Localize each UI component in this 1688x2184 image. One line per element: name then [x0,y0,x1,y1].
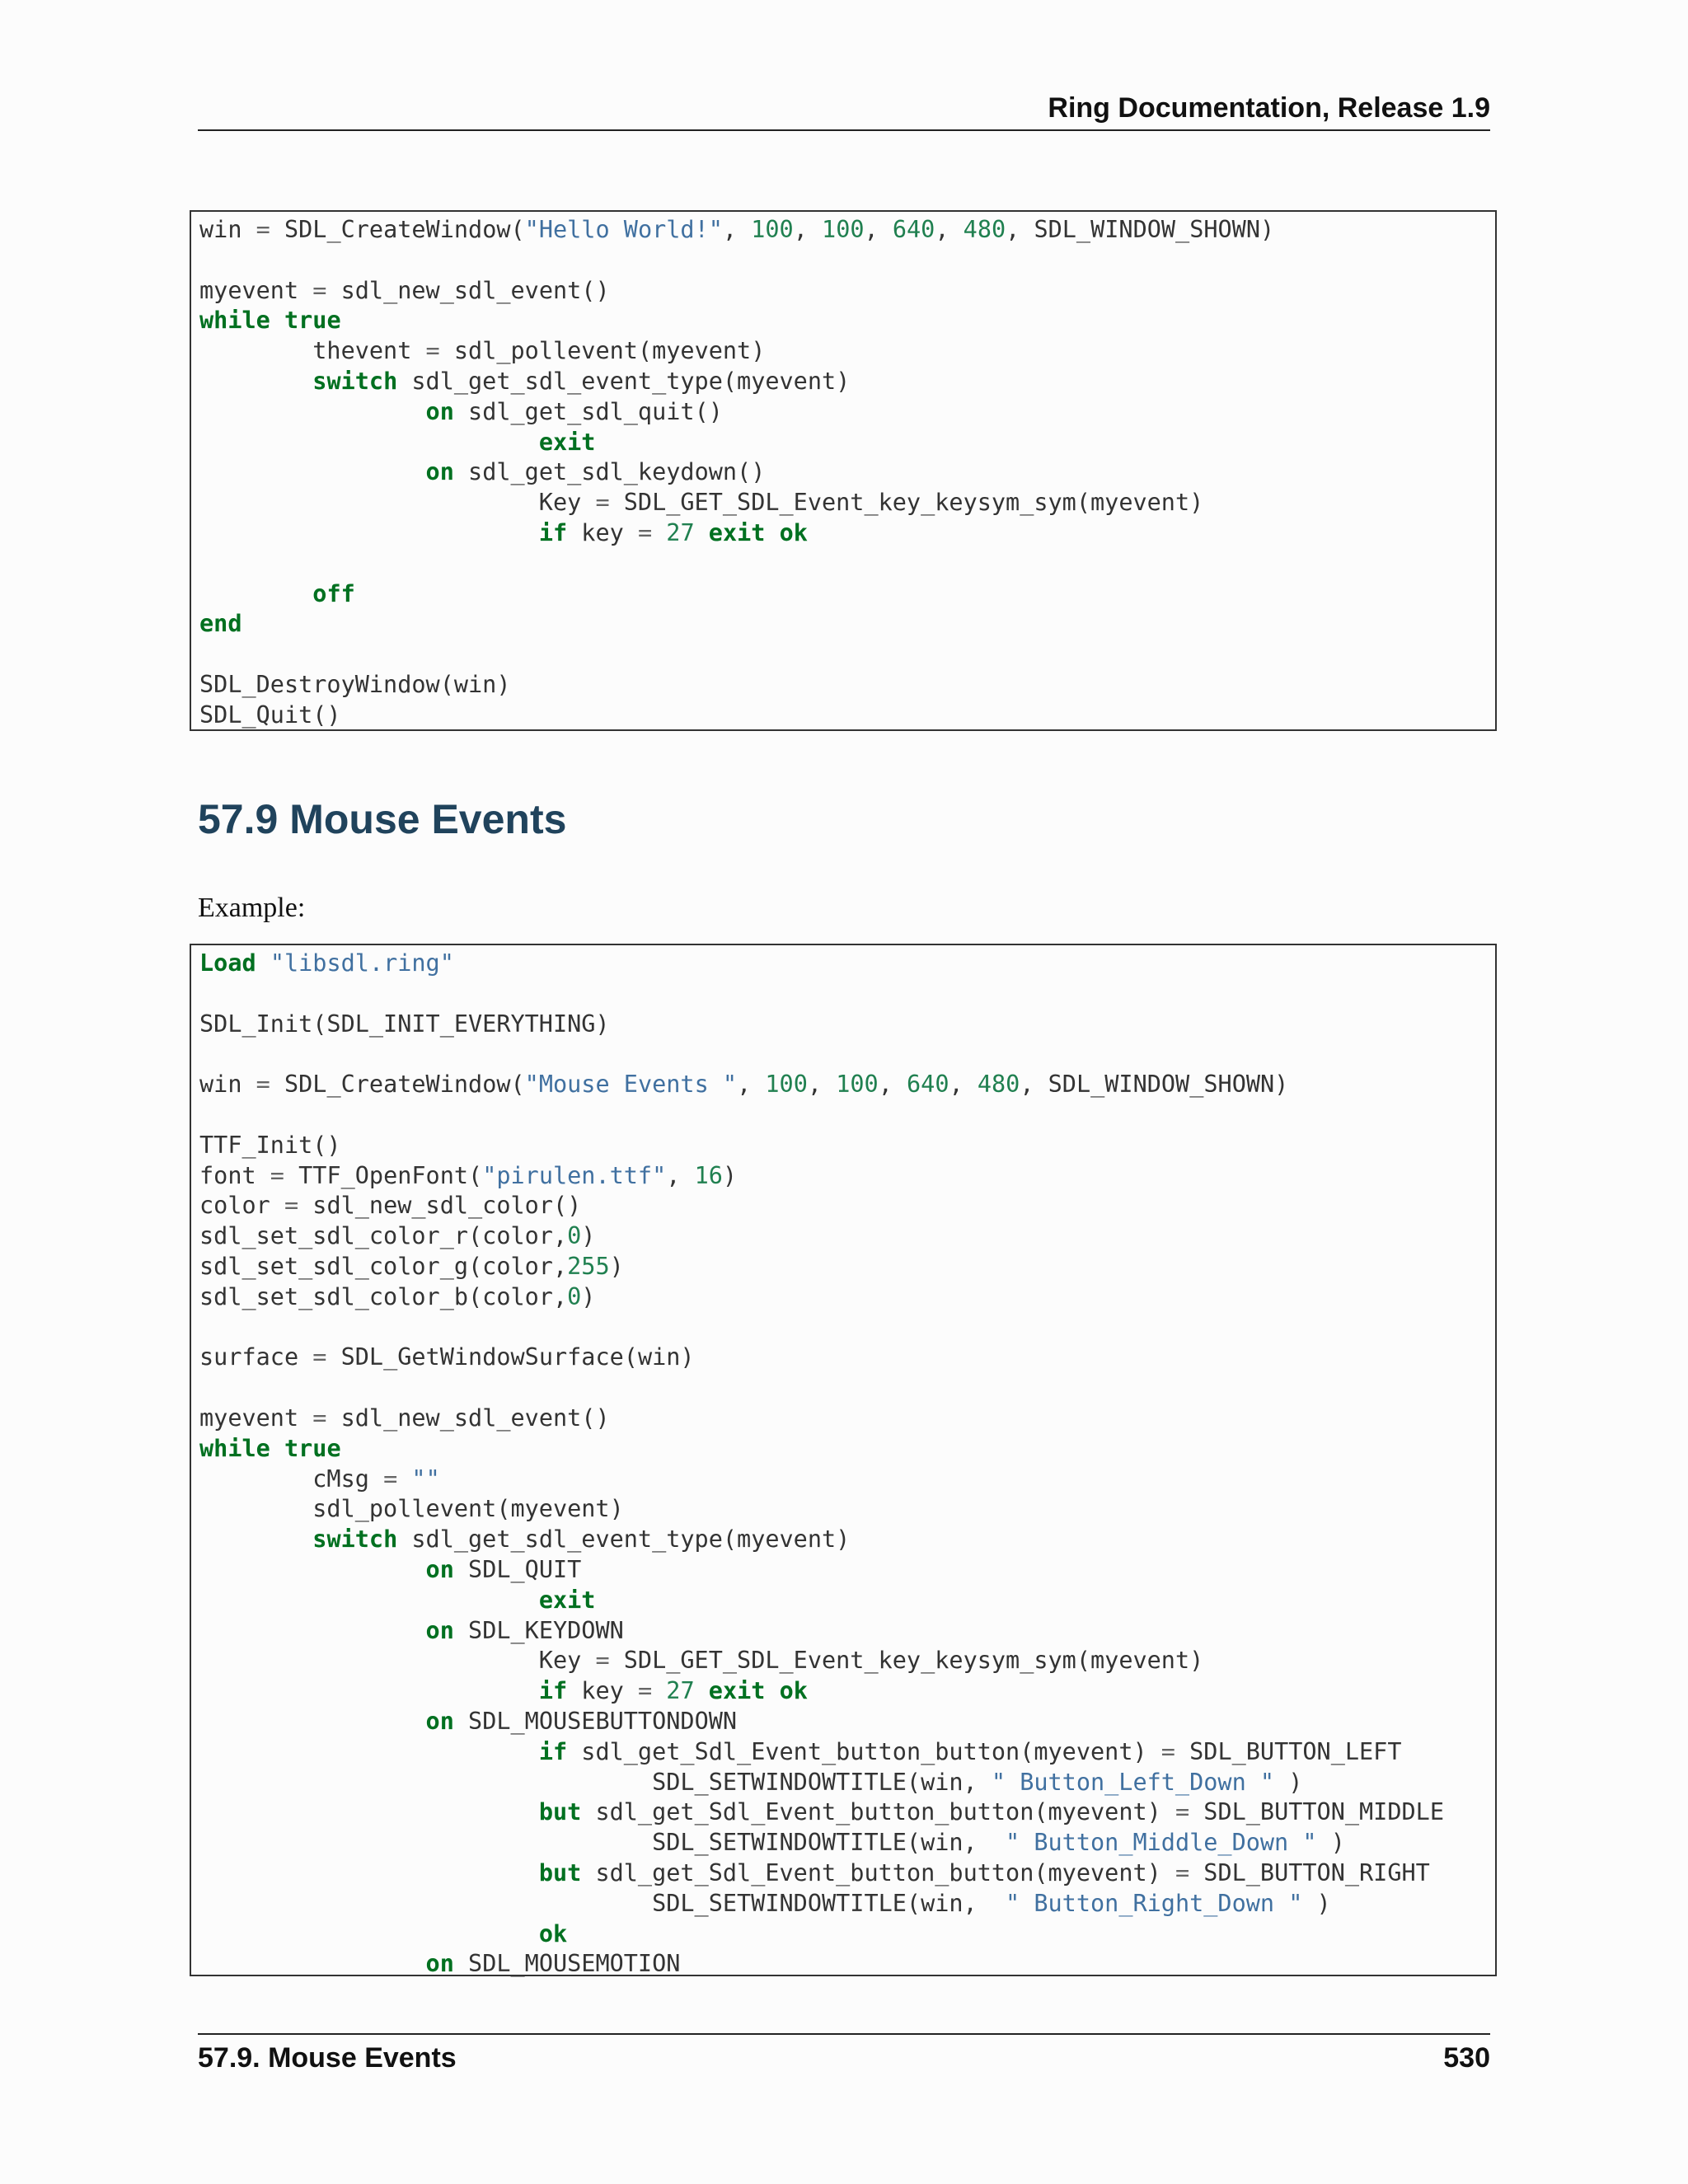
page-number: 530 [1443,2042,1490,2074]
code-block-sdl-keyboard [190,210,1497,731]
section-title: 57.9 Mouse Events [198,796,567,842]
header-rule [198,129,1490,131]
code-block-mouse-events [190,944,1497,1976]
footer-section-label: 57.9. Mouse Events [198,2042,457,2074]
page-header-title: Ring Documentation, Release 1.9 [1048,92,1490,124]
code-listing: Load "libsdl.ring" SDL_Init(SDL_INIT_EVERYTHING) win = SDL_CreateWindow("Mouse Events ", 100, 100, 640, 480, SDL_WINDOW_SHOWN) TTF_Init() font = TTF_OpenFont("pirulen.ttf", 16) color = sdl_new_sdl_color() sdl_set_sdl_color_r(color,0) sdl_set_sdl_color_g(color,255) sdl_set_sdl_color_b(color,0) surface = SDL_GetWindowSurface(win) myevent = sdl_new_sdl_event() while true cMsg = "" sdl_pollevent(myevent) switch sdl_get_sdl_event_type(myevent) on SDL_QUIT exit on SDL_KEYDOWN Key = SDL_GET_SDL_Event_key_keysym_sym(myevent) if key = 27 exit ok on SDL_MOUSEBUTTONDOWN if sdl_get_Sdl_Event_button_button(myevent) = SDL_BUTTON_LEFT SDL_SETWINDOWTITLE(win, " Button_Left_Down " ) but sdl_get_Sdl_Event_button_button(myevent) = SDL_BUTTON_MIDDLE SDL_SETWINDOWTITLE(win, " Button_Middle_Down " ) but sdl_get_Sdl_Event_button_button(myevent) = SDL_BUTTON_RIGHT SDL_SETWINDOWTITLE(win, " Button_Right_Down " ) ok on SDL_MOUSEMOTION [199,949,1444,1978]
code-listing: win = SDL_CreateWindow("Hello World!", 100, 100, 640, 480, SDL_WINDOW_SHOWN) myevent = sdl_new_sdl_event() while true thevent = sdl_pollevent(myevent) switch sdl_get_sdl_event_type(myevent) on sdl_get_sdl_quit() exit on sdl_get_sdl_keydown() Key = SDL_GET_SDL_Event_key_keysym_sym(myevent) if key = 27 exit ok off end SDL_DestroyWindow(win) SDL_Quit() [199,216,1275,729]
example-label: Example: [198,893,306,923]
footer-rule [198,2033,1490,2035]
